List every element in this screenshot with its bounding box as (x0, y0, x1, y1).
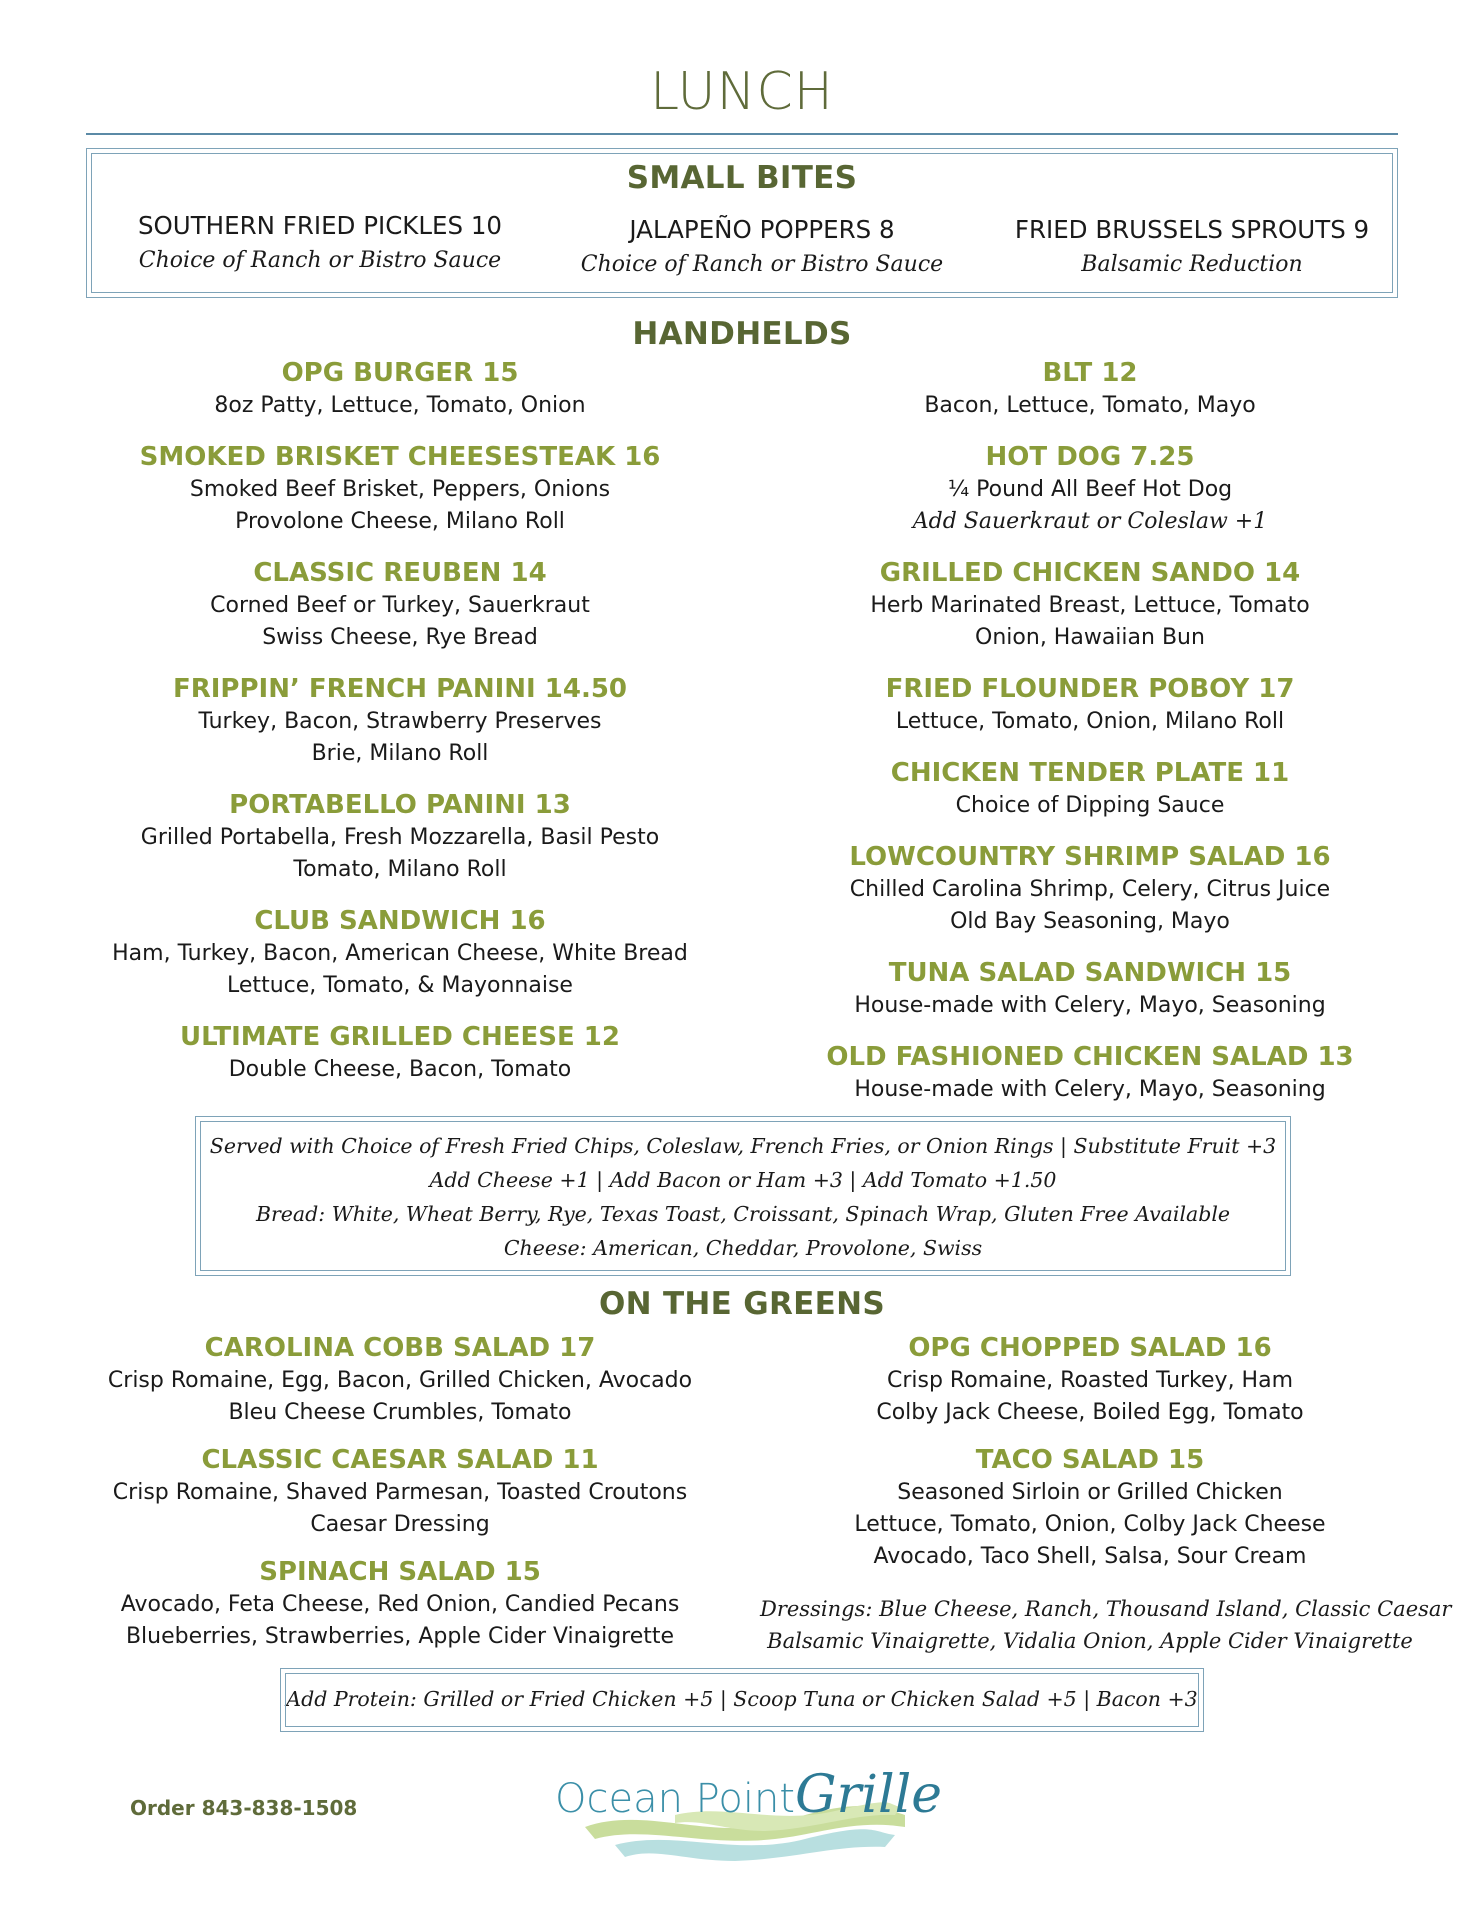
menu-item-desc: Bacon, Lettuce, Tomato, Mayo (924, 393, 1256, 418)
menu-item (100, 1555, 700, 1653)
menu-item-name: GRILLED CHICKEN SANDO 14 (879, 558, 1301, 588)
menu-item-name: ULTIMATE GRILLED CHEESE 12 (180, 1022, 620, 1052)
menu-item (100, 672, 700, 770)
menu-item (790, 440, 1390, 538)
menu-item-desc: Brie, Milano Roll (311, 741, 489, 766)
menu-item-name: TACO SALAD 15 (975, 1445, 1205, 1475)
menu-item-desc: Tomato, Milano Roll (293, 857, 507, 882)
greens-heading: ON THE GREENS (599, 1286, 885, 1322)
menu-item-desc: Crisp Romaine, Roasted Turkey, Ham (886, 1368, 1294, 1393)
menu-item (790, 556, 1390, 654)
small-bite-name: FRIED BRUSSELS SPROUTS 9 (1014, 215, 1370, 244)
menu-item-name: FRIED FLOUNDER POBOY 17 (885, 674, 1295, 704)
small-bites-heading: SMALL BITES (626, 160, 858, 196)
menu-item-name: SPINACH SALAD 15 (259, 1557, 541, 1587)
handhelds-left-column (100, 356, 700, 1104)
small-bite-desc: Choice of Ranch or Bistro Sauce (580, 252, 944, 277)
menu-item-desc: Turkey, Bacon, Strawberry Preserves (198, 709, 602, 734)
menu-item (100, 1020, 700, 1086)
menu-item-desc: Corned Beef or Turkey, Sauerkraut (210, 593, 590, 618)
menu-item-desc: Crisp Romaine, Shaved Parmesan, Toasted Croutons (112, 1480, 688, 1505)
menu-item-desc: Seasoned Sirloin or Grilled Chicken (897, 1480, 1283, 1505)
menu-item-desc: Onion, Hawaiian Bun (975, 625, 1205, 650)
logo-wordmark: Ocean Point (555, 1776, 795, 1822)
menu-item-desc: Blueberries, Strawberries, Apple Cider Vinaigrette (125, 1624, 675, 1649)
menu-item (790, 756, 1390, 822)
ocean-point-grille-logo (555, 1735, 943, 1865)
menu-item (790, 356, 1390, 422)
menu-item (790, 840, 1390, 938)
menu-item-desc: Choice of Dipping Sauce (955, 793, 1225, 818)
order-phone: Order 843-838-1508 (130, 1796, 358, 1820)
menu-item-desc: 8oz Patty, Lettuce, Tomato, Onion (214, 393, 586, 418)
menu-item-name: CAROLINA COBB SALAD 17 (204, 1333, 596, 1363)
greens-right-column (790, 1331, 1390, 1591)
menu-item-name: CLUB SANDWICH 16 (254, 906, 546, 936)
menu-item-desc: Ham, Turkey, Bacon, American Cheese, White Bread (112, 941, 688, 966)
logo-text (555, 1765, 942, 1825)
menu-item-desc: Herb Marinated Breast, Lettuce, Tomato (870, 593, 1310, 618)
menu-item (100, 788, 700, 886)
menu-item-desc: Avocado, Feta Cheese, Red Onion, Candied Pecans (120, 1592, 680, 1617)
menu-item-desc: Swiss Cheese, Rye Bread (262, 625, 538, 650)
menu-item-desc: Crisp Romaine, Egg, Bacon, Grilled Chicken, Avocado (107, 1368, 693, 1393)
menu-item-desc: Colby Jack Cheese, Boiled Egg, Tomato (876, 1400, 1304, 1425)
menu-item-name: PORTABELLO PANINI 13 (229, 790, 571, 820)
handhelds-right-column (790, 356, 1390, 1124)
protein-note: Add Protein: Grilled or Fried Chicken +5 | Scoop Tuna or Chicken Salad +5 | Bacon +3 (286, 1687, 1198, 1711)
menu-item-name: CLASSIC REUBEN 14 (253, 558, 547, 588)
menu-item-desc: Old Bay Seasoning, Mayo (950, 909, 1230, 934)
menu-item (100, 440, 700, 538)
title-divider (86, 133, 1398, 135)
protein-box (280, 1668, 1204, 1732)
dressings-line: Balsamic Vinaigrette, Vidalia Onion, Apple Cider Vinaigrette (767, 1629, 1413, 1653)
menu-item-desc: Bleu Cheese Crumbles, Tomato (228, 1400, 572, 1425)
menu-item-desc: Lettuce, Tomato, Onion, Colby Jack Cheese (854, 1512, 1326, 1537)
menu-item-desc: Grilled Portabella, Fresh Mozzarella, Basil Pesto (140, 825, 660, 850)
menu-item-desc: Double Cheese, Bacon, Tomato (228, 1057, 572, 1082)
menu-item-desc: Avocado, Taco Shell, Salsa, Sour Cream (873, 1544, 1307, 1569)
handhelds-notes-box (195, 1116, 1291, 1276)
menu-item (100, 904, 700, 1002)
menu-item (790, 1040, 1390, 1106)
menu-item (100, 1443, 700, 1541)
menu-item-name: FRIPPIN’ FRENCH PANINI 14.50 (172, 674, 628, 704)
menu-item-desc: Lettuce, Tomato, & Mayonnaise (227, 973, 573, 998)
small-bite-name: SOUTHERN FRIED PICKLES 10 (137, 211, 503, 240)
small-bite-item (532, 212, 992, 282)
menu-item-desc: House-made with Celery, Mayo, Seasoning (854, 993, 1326, 1018)
menu-item-name: SMOKED BRISKET CHEESESTEAK 16 (139, 442, 661, 472)
menu-item-desc: House-made with Celery, Mayo, Seasoning (854, 1077, 1326, 1102)
small-bite-item (90, 208, 550, 278)
small-bite-desc: Balsamic Reduction (1081, 252, 1303, 277)
menu-item-name: HOT DOG 7.25 (985, 442, 1195, 472)
menu-item-name: LOWCOUNTRY SHRIMP SALAD 16 (849, 842, 1331, 872)
menu-item-desc: ¼ Pound All Beef Hot Dog (947, 477, 1233, 502)
menu-item-desc: Chilled Carolina Shrimp, Celery, Citrus Juice (849, 877, 1331, 902)
small-bite-desc: Choice of Ranch or Bistro Sauce (138, 248, 502, 273)
menu-item-name: OPG BURGER 15 (281, 358, 519, 388)
page-title: LUNCH (650, 62, 834, 122)
greens-left-column (100, 1331, 700, 1671)
menu-item (100, 1331, 700, 1429)
menu-item-addon: Add Sauerkraut or Coleslaw +1 (912, 509, 1268, 534)
cheese-note: Cheese: American, Cheddar, Provolone, Swiss (503, 1236, 983, 1260)
menu-item (100, 356, 700, 422)
menu-item-desc: Provolone Cheese, Milano Roll (235, 509, 565, 534)
sides-note: Served with Choice of Fresh Fried Chips, Coleslaw, French Fries, or Onion Rings | Substitute Fruit +3 (209, 1134, 1277, 1158)
menu-item-name: BLT 12 (1042, 358, 1138, 388)
small-bite-name: JALAPEÑO POPPERS 8 (629, 215, 895, 244)
menu-item (790, 956, 1390, 1022)
menu-item (790, 1331, 1390, 1429)
logo-script-wordmark: Grille (794, 1765, 943, 1825)
menu-item-name: OLD FASHIONED CHICKEN SALAD 13 (826, 1042, 1354, 1072)
menu-item (100, 556, 700, 654)
menu-item-desc: Lettuce, Tomato, Onion, Milano Roll (895, 709, 1285, 734)
small-bite-item (962, 212, 1422, 282)
addons-note: Add Cheese +1 | Add Bacon or Ham +3 | Add Tomato +1.50 (429, 1168, 1057, 1192)
menu-item (790, 1443, 1390, 1573)
menu-item-name: OPG CHOPPED SALAD 16 (908, 1333, 1272, 1363)
menu-item-name: CHICKEN TENDER PLATE 11 (890, 758, 1290, 788)
menu-item-name: TUNA SALAD SANDWICH 15 (888, 958, 1292, 988)
menu-item (790, 672, 1390, 738)
menu-item-desc: Smoked Beef Brisket, Peppers, Onions (189, 477, 611, 502)
menu-item-desc: Caesar Dressing (310, 1512, 490, 1537)
bread-note: Bread: White, Wheat Berry, Rye, Texas Toast, Croissant, Spinach Wrap, Gluten Free Available (255, 1202, 1231, 1226)
menu-item-name: CLASSIC CAESAR SALAD 11 (201, 1445, 599, 1475)
handhelds-heading: HANDHELDS (632, 316, 852, 352)
dressings-line: Dressings: Blue Cheese, Ranch, Thousand Island, Classic Caesar (760, 1597, 1452, 1621)
